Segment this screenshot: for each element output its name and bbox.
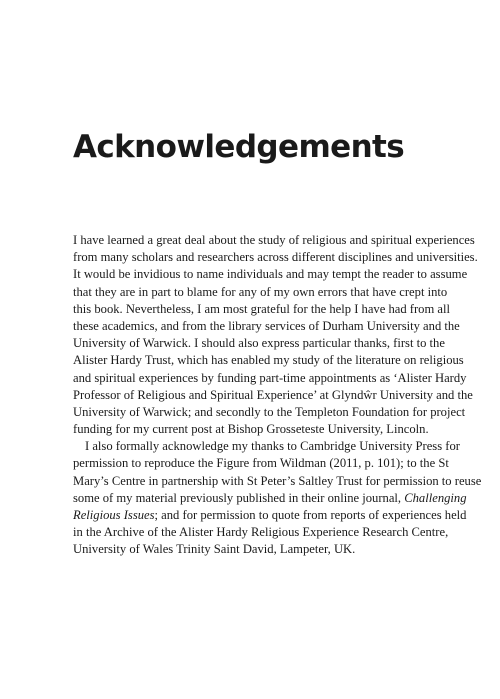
text-run: some of my material previously published in their online journal,	[73, 490, 405, 505]
text-line: this book. Nevertheless, I am most grateful for the help I have had from all	[73, 301, 451, 316]
text-line: It would be invidious to name individuals and may tempt the reader to assume	[73, 267, 468, 282]
page-heading: Acknowledgements	[73, 129, 405, 165]
text-line: these academics, and from the library services of Durham University and the	[73, 318, 460, 333]
text-line: and spiritual experiences by funding part-time appointments as ‘Alister Hardy	[73, 370, 467, 385]
acknowledgements-body	[73, 232, 482, 559]
text-line: University of Wales Trinity Saint David, Lampeter, UK.	[73, 542, 356, 557]
text-line: Alister Hardy Trust, which has enabled my study of the literature on religious	[73, 353, 464, 368]
text-line: that they are in part to blame for any of my own errors that have crept into	[73, 284, 448, 299]
text-line: I also formally acknowledge my thanks to Cambridge University Press for	[85, 439, 460, 454]
paragraph-2	[73, 438, 482, 558]
text-line: from many scholars and researchers across different disciplines and universities.	[73, 250, 478, 265]
text-line: in the Archive of the Alister Hardy Religious Experience Research Centre,	[73, 525, 449, 540]
text-line: permission to reproduce the Figure from Wildman (2011, p. 101); to the St	[73, 456, 449, 471]
text-line-with-italic	[73, 490, 467, 507]
paragraph-1	[73, 232, 478, 438]
journal-title-italic: Religious Issues	[73, 508, 155, 522]
text-line: Professor of Religious and Spiritual Experience’ at Glyndŵr University and the	[73, 387, 473, 402]
text-line-with-italic	[73, 507, 467, 524]
text-line: Mary’s Centre in partnership with St Peter’s Saltley Trust for permission to reuse	[73, 473, 482, 488]
text-run: ; and for permission to quote from reports of experiences held	[154, 508, 467, 522]
text-line: I have learned a great deal about the study of religious and spiritual experiences	[73, 233, 475, 247]
text-line: funding for my current post at Bishop Grosseteste University, Lincoln.	[73, 422, 429, 437]
journal-title-italic: Challenging	[404, 490, 467, 505]
text-line: University of Warwick; and secondly to the Templeton Foundation for project	[73, 404, 466, 419]
text-line: University of Warwick. I should also express particular thanks, first to the	[73, 336, 445, 351]
